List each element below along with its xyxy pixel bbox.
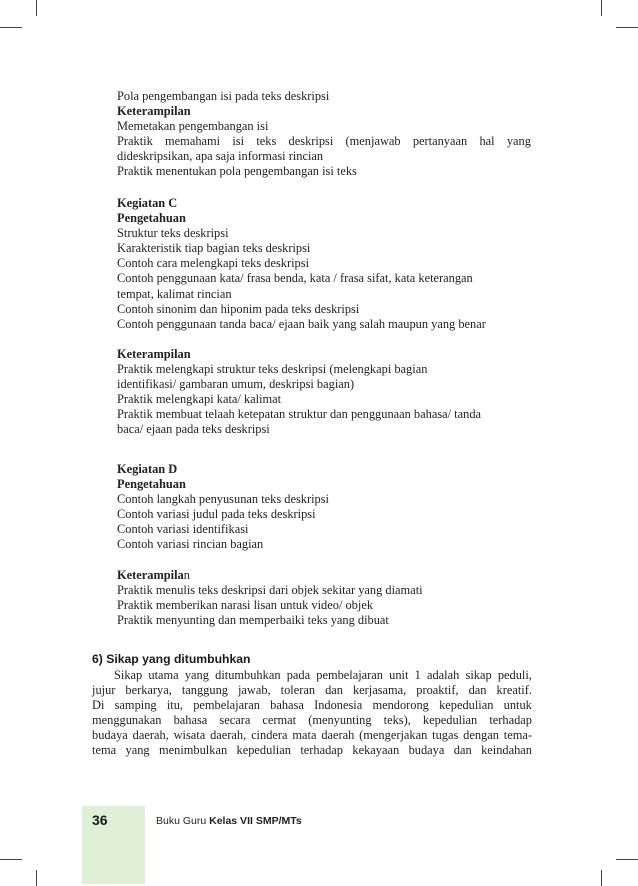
list-item: Contoh penggunaan kata/ frasa benda, kata / frasa sifat, kata keterangan [117, 271, 473, 286]
text-line: Memetakan pengembangan isi [117, 119, 269, 134]
list-item: Struktur teks deskripsi [117, 226, 229, 241]
list-item: Praktik menyunting dan memperbaiki teks yang dibuat [117, 612, 389, 627]
list-item: Praktik membuat telaah ketepatan struktur dan penggunaan bahasa/ tanda [117, 407, 482, 422]
kegiatan-d [117, 462, 537, 628]
subheading: Pengetahuan [117, 477, 186, 492]
section-heading: Kegiatan D [117, 462, 178, 476]
list-item: Praktik menulis teks deskripsi dari objek sekitar yang diamati [117, 582, 423, 597]
page-number: 36 [92, 812, 108, 828]
list-item: Contoh sinonim dan hiponim pada teks deskripsi [117, 301, 360, 316]
subheading: Pengetahuan [117, 211, 186, 226]
list-item: Contoh variasi rincian bagian [117, 537, 264, 552]
kegiatan-c [117, 196, 537, 437]
paragraph-line: tema yang menimbulkan kepedulian terhadap kekayaan budaya dan keindahan [92, 743, 532, 758]
paragraph-line: jujur berkarya, tanggung jawab, toleran dan kerjasama, proaktif, dan kreatif. [92, 683, 532, 698]
subheading: Keterampilan [117, 104, 191, 119]
paragraph-line: budaya daerah, wisata daerah, cindera mata daerah (mengerjakan tugas dengan tema- [92, 728, 532, 743]
list-item: Contoh penggunaan tanda baca/ ejaan baik yang salah maupun yang benar [117, 316, 486, 331]
book-title: Buku Guru Kelas VII SMP/MTs [156, 815, 302, 827]
crop-mark-bottom-right-h [616, 859, 638, 860]
list-item: Praktik melengkapi kata/ kalimat [117, 392, 282, 407]
crop-mark-bottom-left-v [36, 870, 37, 886]
crop-mark-bottom-right-v [601, 870, 602, 886]
crop-mark-top-left-h [0, 27, 22, 28]
list-item: Praktik melengkapi struktur teks deskripsi (melengkapi bagian [117, 361, 428, 376]
justified-line: Praktik memahami isi teks deskripsi (menjawab pertanyaan hal yang [117, 134, 531, 149]
section-title: 6) Sikap yang ditumbuhkan [92, 652, 251, 666]
paragraph-line: Di samping itu, pembelajaran bahasa Indonesia mendorong kepedulian untuk [92, 698, 532, 713]
paragraph-line: Sikap utama yang ditumbuhkan pada pembelajaran unit 1 adalah sikap peduli, [114, 668, 532, 682]
list-item: Contoh variasi judul pada teks deskripsi [117, 507, 316, 522]
list-item: tempat, kalimat rincian [117, 286, 232, 301]
crop-mark-top-right-h [616, 27, 638, 28]
list-item: Karakteristik tiap bagian teks deskripsi [117, 241, 311, 256]
section-paragraph [92, 668, 532, 759]
list-item: Contoh langkah penyusunan teks deskripsi [117, 492, 329, 507]
crop-mark-bottom-left-h [0, 859, 22, 860]
list-item: baca/ ejaan pada teks deskripsi [117, 422, 270, 437]
list-item: Contoh cara melengkapi teks deskripsi [117, 256, 310, 271]
paragraph-line: menggunakan bahasa secara cermat (menyunting teks), kepedulian terhadap [92, 713, 532, 728]
list-item: Contoh variasi identifikasi [117, 522, 249, 537]
crop-mark-top-left-v [36, 0, 37, 16]
list-item: identifikasi/ gambaran umum, deskripsi bagian) [117, 377, 355, 392]
text-line: dideskripsikan, apa saja informasi rincian [117, 149, 324, 164]
text-line: Praktik menentukan pola pengembangan isi teks [117, 164, 357, 179]
keterampilan-section-a [117, 89, 537, 180]
text-line: Pola pengembangan isi pada teks deskripsi [117, 89, 330, 103]
section-heading: Kegiatan C [117, 196, 178, 210]
list-item: Praktik memberikan narasi lisan untuk video/ objek [117, 597, 374, 612]
crop-mark-top-right-v [601, 0, 602, 16]
subheading: Keterampilan [117, 567, 190, 582]
subheading: Keterampilan [117, 346, 191, 361]
